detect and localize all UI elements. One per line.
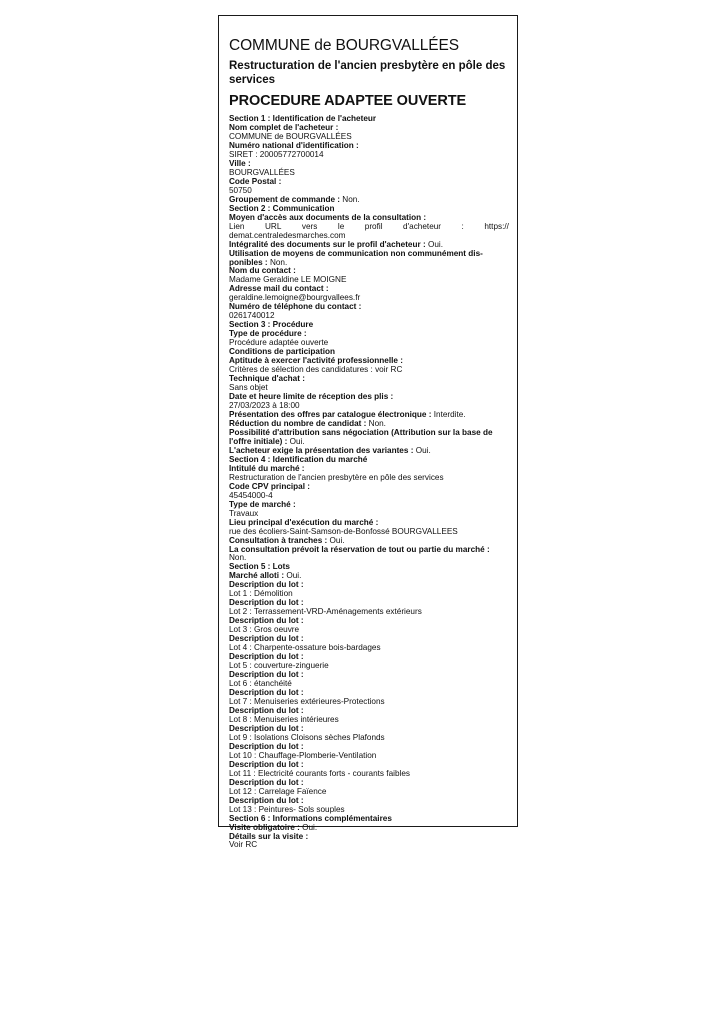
access-word: URL <box>265 221 282 231</box>
procedure-type-value: Procédure adaptée ouverte <box>229 338 329 348</box>
lot-description-label: Description du lot : <box>229 705 304 715</box>
legal-notice-box <box>218 15 518 850</box>
buyer-name-value: COMMUNE de BOURGVALLÉES <box>229 131 352 141</box>
comm-means-value: Non. <box>269 257 288 267</box>
aptitude-label: Aptitude à exercer l'activité professionnelle : <box>229 356 403 366</box>
lot-item: Lot 8 : Menuiseries intérieures <box>229 714 339 724</box>
contact-name-label: Nom du contact : <box>229 266 296 276</box>
lot-item: Lot 4 : Charpente-ossature bois-bardages <box>229 643 381 653</box>
tranches-value: Oui. <box>329 535 345 545</box>
purchase-technique-label: Technique d'achat : <box>229 374 305 384</box>
postal-code-label: Code Postal : <box>229 176 282 186</box>
access-means-label: Moyen d'accès aux documents de la consultation : <box>229 212 427 222</box>
project-title: Restructuration de l'ancien presbytère en pôle des services <box>229 60 506 86</box>
lot-item: Lot 2 : Terrassement-VRD-Aménagements extérieurs <box>229 607 422 617</box>
comm-means-label-1: Utilisation de moyens de communication non communément dis- <box>229 248 483 258</box>
deadline-label: Date et heure limite de réception des plis : <box>229 392 394 402</box>
variants-value: Oui. <box>415 445 431 455</box>
cpv-code-value: 45454000-4 <box>229 490 273 500</box>
candidate-reduction-label: Réduction du nombre de candidat : <box>229 418 367 428</box>
allotted-label: Marché alloti : <box>229 571 285 581</box>
buyer-name-label: Nom complet de l'acheteur : <box>229 122 339 132</box>
notice-body <box>229 115 509 850</box>
execution-place-label: Lieu principal d'exécution du marché : <box>229 517 379 527</box>
e-catalogue-label: Présentation des offres par catalogue électronique : <box>229 409 432 419</box>
visit-details-label: Détails sur la visite : <box>229 831 309 841</box>
reservation-label: La consultation prévoit la réservation de tout ou partie du marché : <box>229 544 490 554</box>
section-3-title: Section 3 : Procédure <box>229 320 314 330</box>
lot-description-label: Description du lot : <box>229 616 304 626</box>
no-negotiation-label-1: Possibilité d'attribution sans négociation (Attribution sur la base de <box>229 427 493 437</box>
section-6-title: Section 6 : Informations complémentaires <box>229 813 392 823</box>
reservation-value: Non. <box>229 553 247 563</box>
access-url: demat.centraledesmarches.com <box>229 230 346 240</box>
allotted-value: Oui. <box>286 571 302 581</box>
lot-description-label: Description du lot : <box>229 723 304 733</box>
contact-email-value: geraldine.lemoigne@bourgvallees.fr <box>229 293 361 303</box>
section-1-title: Section 1 : Identification de l'acheteur <box>229 114 377 123</box>
city-label: Ville : <box>229 158 251 168</box>
completeness-label: Intégralité des documents sur le profil d'acheteur : <box>229 239 426 249</box>
lot-item: Lot 7 : Menuiseries extérieures-Protections <box>229 696 385 706</box>
national-id-label: Numéro national d'identification : <box>229 140 359 150</box>
lot-item: Lot 12 : Carrelage Faïence <box>229 786 327 796</box>
contact-phone-label: Numéro de téléphone du contact : <box>229 302 362 312</box>
access-word: : <box>461 221 464 231</box>
lot-item: Lot 11 : Electricité courants forts - courants faibles <box>229 768 410 778</box>
access-word: le <box>337 221 345 231</box>
e-catalogue-value: Interdite. <box>433 409 466 419</box>
lot-item: Lot 3 : Gros oeuvre <box>229 625 300 635</box>
postal-code-value: 50750 <box>229 185 252 195</box>
no-negotiation-label-2: l'offre initiale) : <box>229 436 288 446</box>
completeness-value: Oui. <box>427 239 443 249</box>
group-order-label: Groupement de commande : <box>229 194 341 204</box>
purchase-technique-value: Sans objet <box>229 383 268 393</box>
contract-type-value: Travaux <box>229 508 259 518</box>
section-5-title: Section 5 : Lots <box>229 562 290 572</box>
lot-item: Lot 5 : couverture-zinguerie <box>229 661 329 671</box>
contract-title-value: Restructuration de l'ancien presbytère en pôle des services <box>229 472 444 482</box>
lot-item: Lot 9 : Isolations Cloisons sèches Plafonds <box>229 732 385 742</box>
no-negotiation-value: Oui. <box>289 436 305 446</box>
lot-item: Lot 10 : Chauffage-Plomberie-Ventilation <box>229 750 377 760</box>
commune-name: COMMUNE de BOURGVALLÉES <box>229 37 459 54</box>
access-word: profil <box>364 221 383 231</box>
tranches-label: Consultation à tranches : <box>229 535 328 545</box>
contract-type-label: Type de marché : <box>229 499 296 509</box>
contact-phone-value: 0261740012 <box>229 311 275 321</box>
execution-place-value: rue des écoliers-Saint-Samson-de-Bonfossé BOURGVALLEES <box>229 526 458 536</box>
access-word: https:// <box>484 221 509 231</box>
visit-details-value: Voir RC <box>229 840 258 850</box>
lot-description-label: Description du lot : <box>229 670 304 680</box>
procedure-type-heading: PROCEDURE ADAPTEE OUVERTE <box>229 93 467 109</box>
lot-description-label: Description du lot : <box>229 598 304 608</box>
contract-title-label: Intitulé du marché : <box>229 463 305 473</box>
lot-description-label: Description du lot : <box>229 759 304 769</box>
variants-label: L'acheteur exige la présentation des variantes : <box>229 445 414 455</box>
lot-description-label: Description du lot : <box>229 741 304 751</box>
aptitude-value: Critères de sélection des candidatures : voir RC <box>229 365 403 375</box>
site-visit-value: Oui. <box>302 822 318 832</box>
deadline-value: 27/03/2023 à 18:00 <box>229 401 300 410</box>
contact-name-value: Madame Geraldine LE MOIGNE <box>229 275 347 285</box>
lot-item: Lot 6 : étanchéité <box>229 679 292 689</box>
lot-description-label: Description du lot : <box>229 777 304 787</box>
access-word: d'acheteur <box>403 221 442 231</box>
cpv-code-label: Code CPV principal : <box>229 481 310 491</box>
procedure-type-label: Type de procédure : <box>229 329 307 339</box>
participation-conditions-label: Conditions de participation <box>229 347 335 357</box>
city-value: BOURGVALLÉES <box>229 167 295 177</box>
lot-item: Lot 1 : Démolition <box>229 589 293 599</box>
candidate-reduction-value: Non. <box>368 418 386 428</box>
lot-item: Lot 13 : Peintures- Sols souples <box>229 804 345 814</box>
lot-description-label: Description du lot : <box>229 580 304 590</box>
access-word: Lien <box>229 221 245 231</box>
group-order-value: Non. <box>342 194 360 204</box>
contact-email-label: Adresse mail du contact : <box>229 284 329 294</box>
lot-description-label: Description du lot : <box>229 634 304 644</box>
section-2-title: Section 2 : Communication <box>229 203 335 213</box>
lot-description-label: Description du lot : <box>229 652 304 662</box>
site-visit-label: Visite obligatoire : <box>229 822 300 832</box>
access-word: vers <box>301 221 318 231</box>
lot-description-label: Description du lot : <box>229 688 304 697</box>
national-id-value: SIRET : 20005772700014 <box>229 149 324 159</box>
section-4-title: Section 4 : Identification du marché <box>229 454 368 464</box>
comm-means-label-2: ponibles : <box>229 257 268 267</box>
lot-description-label: Description du lot : <box>229 795 304 805</box>
